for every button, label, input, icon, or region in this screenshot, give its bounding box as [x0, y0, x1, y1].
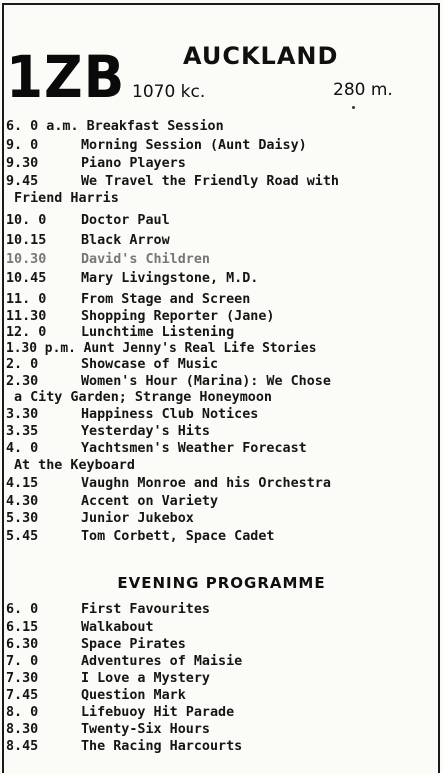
program-label: Yesterday's Hits: [81, 424, 210, 439]
list-item: [0, 602, 440, 618]
list-item: [0, 511, 440, 527]
list-item: [0, 292, 440, 308]
time-label: 8. 0: [6, 705, 39, 720]
list-item: [0, 441, 440, 457]
list-item: [0, 705, 440, 721]
list-item: [0, 529, 440, 545]
list-item: [0, 688, 440, 704]
program-continuation: Friend Harris: [14, 191, 119, 206]
time-label: 5.30: [6, 511, 39, 526]
list-item: [0, 671, 440, 687]
print-speck: [352, 106, 355, 109]
list-item: [0, 374, 440, 390]
station-frequency: 1070 kc.: [132, 82, 206, 102]
program-label: Walkabout: [81, 620, 154, 635]
time-label: 10. 0: [6, 213, 47, 228]
program-label: We Travel the Friendly Road with: [81, 174, 339, 189]
list-item: [0, 213, 440, 229]
list-item: [0, 424, 440, 440]
program-continuation: a City Garden; Strange Honeymoon: [14, 390, 272, 405]
time-label: 9.45: [6, 174, 39, 189]
program-label: The Racing Harcourts: [81, 739, 243, 754]
program-label: Happiness Club Notices: [81, 407, 259, 422]
program-label: Doctor Paul: [81, 213, 170, 228]
program-label: Showcase of Music: [81, 357, 219, 372]
time-label: 2.30: [6, 374, 39, 389]
list-item: [0, 233, 440, 249]
time-label: 10.45: [6, 271, 47, 286]
program-label: From Stage and Screen: [81, 292, 251, 307]
list-item: [0, 637, 440, 653]
time-label: 4.30: [6, 494, 39, 509]
time-label: 7.45: [6, 688, 39, 703]
program-label: Junior Jukebox: [81, 511, 194, 526]
station-call-sign: 1ZB: [6, 43, 126, 111]
station-city: AUCKLAND: [183, 42, 339, 70]
list-item: [0, 174, 440, 190]
list-item: [0, 252, 440, 268]
list-item: [0, 119, 440, 135]
evening-programme-heading: EVENING PROGRAMME: [117, 574, 326, 592]
program-label: Morning Session (Aunt Daisy): [81, 138, 307, 153]
time-label: 9.30: [6, 156, 39, 171]
program-label: Shopping Reporter (Jane): [81, 309, 275, 324]
time-label: 6.30: [6, 637, 39, 652]
time-label: 2. 0: [6, 357, 39, 372]
program-label: Space Pirates: [81, 637, 186, 652]
list-item: [0, 325, 440, 341]
program-label: Lifebuoy Hit Parade: [81, 705, 235, 720]
list-item: [0, 654, 440, 670]
time-label: 6.15: [6, 620, 39, 635]
time-label: 3.35: [6, 424, 39, 439]
program-continuation: At the Keyboard: [14, 458, 135, 473]
program-label: Tom Corbett, Space Cadet: [81, 529, 275, 544]
program-label: Yachtsmen's Weather Forecast: [81, 441, 307, 456]
program-label: Lunchtime Listening: [81, 325, 235, 340]
time-and-program: 1.30 p.m. Aunt Jenny's Real Life Stories: [6, 341, 317, 356]
list-item: [0, 156, 440, 172]
list-item: [0, 722, 440, 738]
program-label: I Love a Mystery: [81, 671, 210, 686]
time-label: 7. 0: [6, 654, 39, 669]
time-label: 5.45: [6, 529, 39, 544]
time-label: 10.15: [6, 233, 47, 248]
list-item: [0, 271, 440, 287]
program-label: First Favourites: [81, 602, 210, 617]
station-header: [0, 0, 443, 118]
program-label: Mary Livingstone, M.D.: [81, 271, 259, 286]
time-label: 12. 0: [6, 325, 47, 340]
program-label: Twenty-Six Hours: [81, 722, 210, 737]
time-and-program: 6. 0 a.m. Breakfast Session: [6, 119, 224, 134]
time-label: 11.30: [6, 309, 47, 324]
time-label: 10.30: [6, 252, 47, 267]
list-item: [0, 138, 440, 154]
time-label: 9. 0: [6, 138, 39, 153]
time-label: 11. 0: [6, 292, 47, 307]
list-item: [0, 739, 440, 755]
time-label: 4.15: [6, 476, 39, 491]
list-item: [0, 357, 440, 373]
program-label: Vaughn Monroe and his Orchestra: [81, 476, 331, 491]
time-label: 4. 0: [6, 441, 39, 456]
time-label: 6. 0: [6, 602, 39, 617]
time-label: 8.30: [6, 722, 39, 737]
list-item: [0, 476, 440, 492]
list-item: [0, 620, 440, 636]
program-label: Accent on Variety: [81, 494, 219, 509]
list-item: [0, 494, 440, 510]
program-label: Black Arrow: [81, 233, 170, 248]
time-label: 8.45: [6, 739, 39, 754]
station-wavelength: 280 m.: [333, 80, 393, 100]
list-item: [0, 309, 440, 325]
program-label: Piano Players: [81, 156, 186, 171]
time-label: 7.30: [6, 671, 39, 686]
program-label: Adventures of Maisie: [81, 654, 243, 669]
list-item: [0, 341, 440, 357]
program-label: Women's Hour (Marina): We Chose: [81, 374, 331, 389]
list-item: [0, 407, 440, 423]
program-label: David's Children: [81, 252, 210, 267]
time-label: 3.30: [6, 407, 39, 422]
program-label: Question Mark: [81, 688, 186, 703]
